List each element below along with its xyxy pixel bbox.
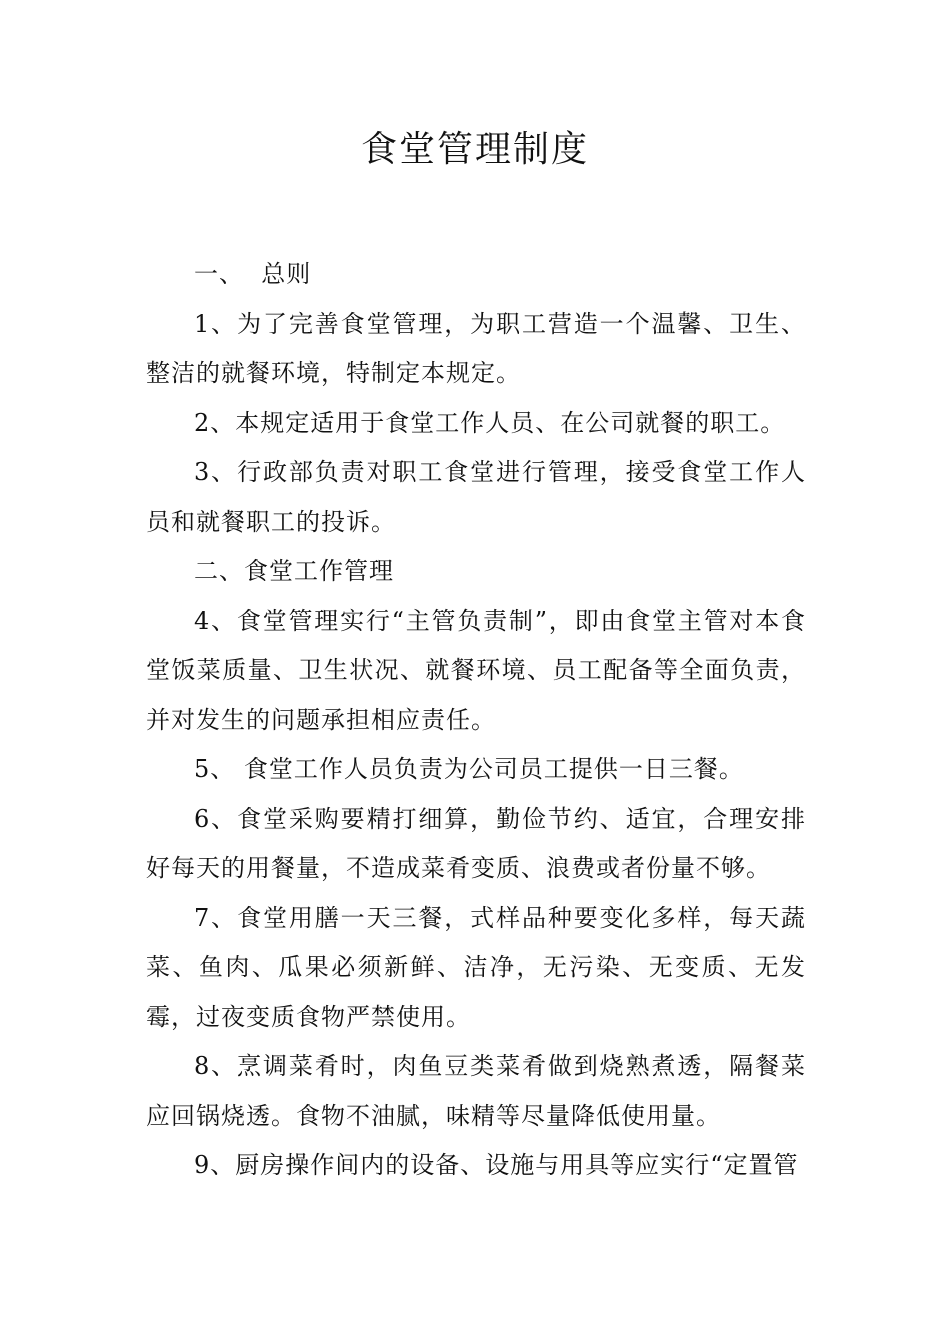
paragraph-6: 6、食堂采购要精打细算，勤俭节约、适宜，合理安排好每天的用餐量，不造成菜肴变质、浪费或者份量不够。	[146, 804, 806, 882]
section-heading-general: 一、 总则	[194, 260, 312, 288]
paragraph-9: 9、厨房操作间内的设备、设施与用具等应实行“定置管	[194, 1151, 799, 1179]
paragraph-2: 2、本规定适用于食堂工作人员、在公司就餐的职工。	[194, 408, 786, 437]
section-heading-canteen-work: 二、食堂工作管理	[194, 557, 394, 585]
document-title: 食堂管理制度	[360, 129, 589, 170]
paragraph-8: 8、烹调菜肴时，肉鱼豆类菜肴做到烧熟煮透，隔餐菜应回锅烧透。食物不油腻，味精等尽量降低使用量。	[146, 1052, 806, 1130]
section-canteen-work	[146, 547, 806, 1191]
paragraph-1: 1、为了完善食堂管理，为职工营造一个温馨、卫生、整洁的就餐环境，特制定本规定。	[146, 309, 806, 387]
paragraph-5: 5、 食堂工作人员负责为公司员工提供一日三餐。	[194, 755, 744, 783]
section-general	[146, 250, 806, 547]
paragraph-7: 7、食堂用膳一天三餐，式样品种要变化多样，每天蔬菜、鱼肉、瓜果必须新鲜、洁净，无污染、无变质、无发霉，过夜变质食物严禁使用。	[146, 903, 806, 1031]
paragraph-4: 4、食堂管理实行“主管负责制”，即由食堂主管对本食堂饭菜质量、卫生状况、就餐环境、员工配备等全面负责，并对发生的问题承担相应责任。	[146, 606, 806, 734]
document-body	[146, 250, 806, 1191]
paragraph-3: 3、行政部负责对职工食堂进行管理，接受食堂工作人员和就餐职工的投诉。	[146, 458, 806, 536]
